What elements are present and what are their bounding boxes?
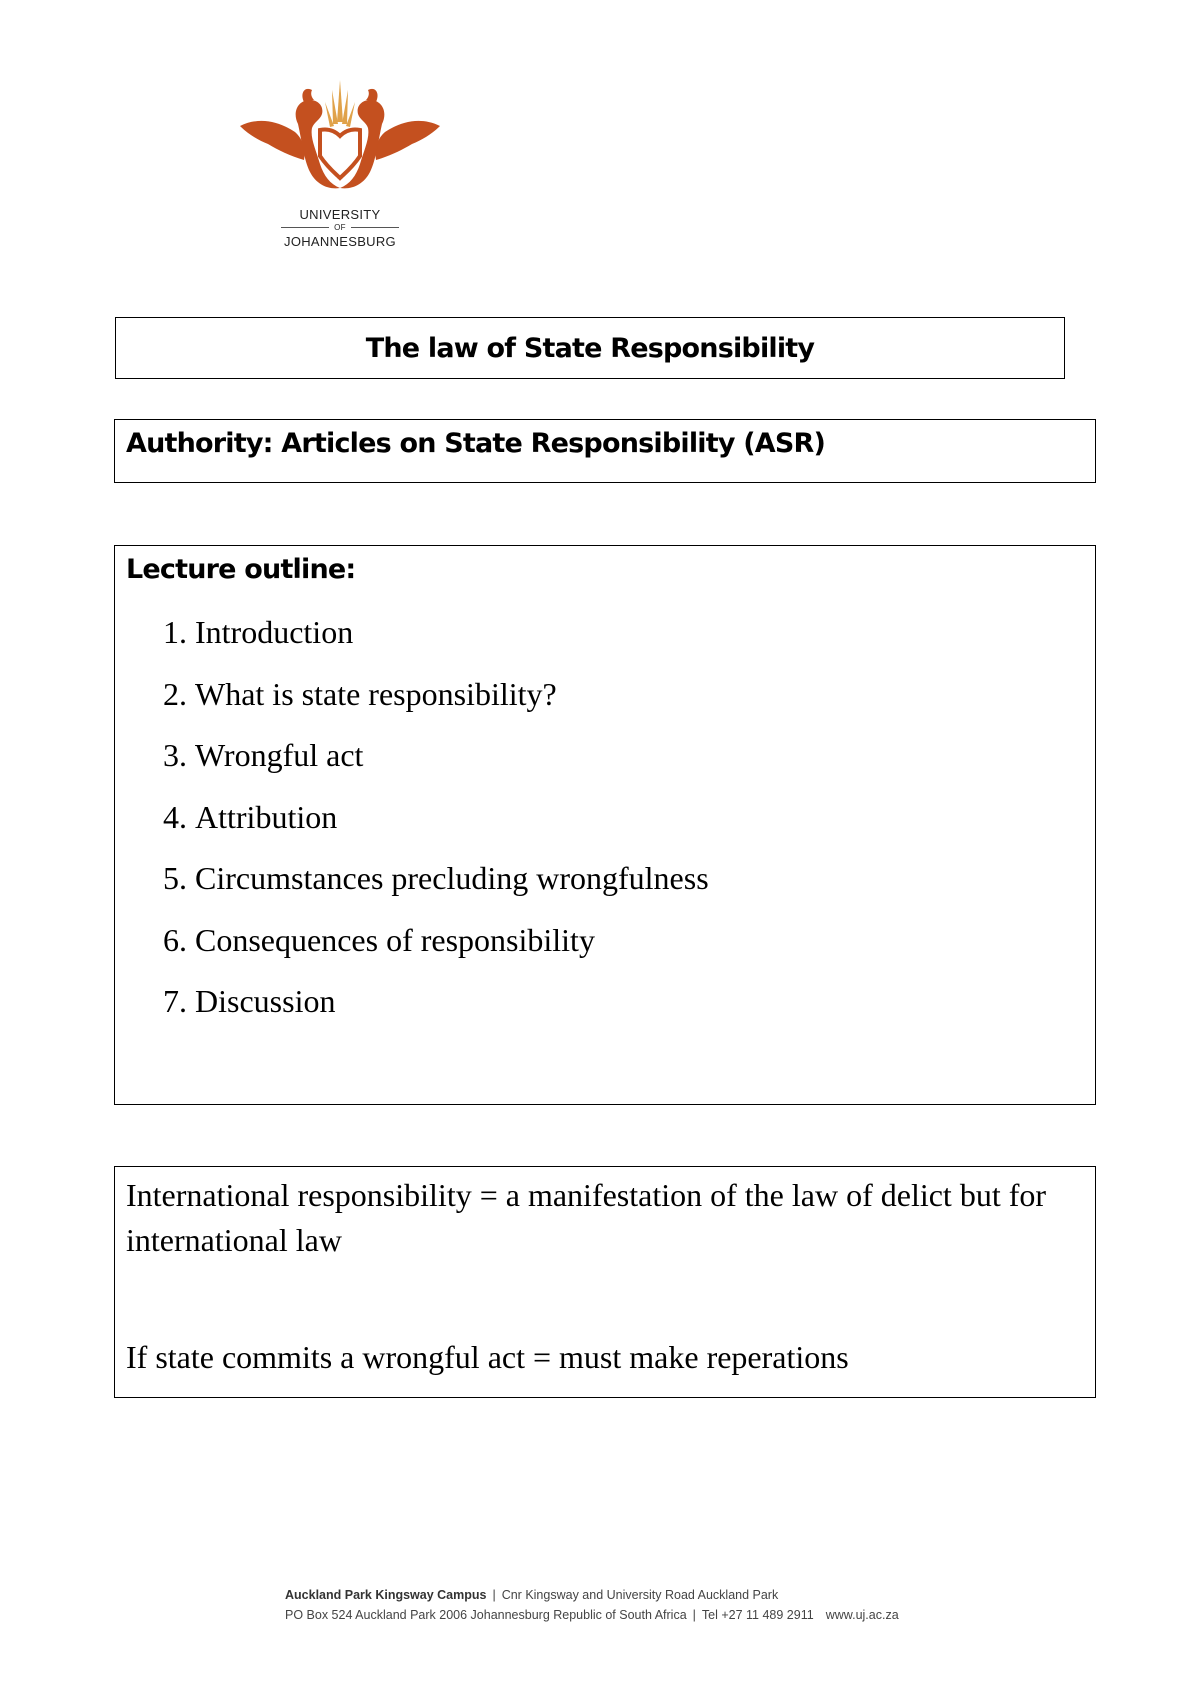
footer-line-2 xyxy=(285,1608,899,1622)
info-paragraph-2: If state commits a wrongful act = must make reperations xyxy=(126,1339,849,1375)
item-text: Attribution xyxy=(195,798,338,835)
item-number: 3. xyxy=(163,737,187,773)
item-text: What is state responsibility? xyxy=(195,675,557,712)
list-item xyxy=(163,739,709,801)
university-logo xyxy=(240,72,460,252)
info-paragraph-1: International responsibility = a manifestation of the law of delict but for international law xyxy=(126,1177,1047,1258)
document-title: The law of State Responsibility xyxy=(365,333,815,364)
outline-heading: Lecture outline: xyxy=(126,554,356,585)
footer-tel: Tel +27 11 489 2911 xyxy=(701,1608,814,1622)
item-number: 1. xyxy=(163,614,187,650)
authority-text: Authority: Articles on State Responsibility (ASR) xyxy=(126,428,826,459)
authority-box xyxy=(114,419,1096,483)
footer-separator: | xyxy=(492,1588,496,1602)
phoenix-emblem-icon xyxy=(240,72,440,202)
item-number: 6. xyxy=(163,921,187,958)
logo-johannesburg-text: JOHANNESBURG xyxy=(284,234,396,249)
footer-line-1 xyxy=(285,1588,778,1602)
item-number: 5. xyxy=(163,860,187,896)
item-number: 7. xyxy=(163,983,187,1019)
title-box xyxy=(115,317,1065,379)
list-item xyxy=(163,616,709,678)
footer-campus: Auckland Park Kingsway Campus xyxy=(285,1588,487,1602)
info-box xyxy=(114,1166,1096,1398)
logo-university-text: UNIVERSITY xyxy=(299,207,381,222)
item-text: Introduction xyxy=(195,614,354,650)
item-text: Consequences of responsibility xyxy=(195,921,595,958)
item-text: Circumstances precluding wrongfulness xyxy=(195,860,709,896)
footer-address-2: PO Box 524 Auckland Park 2006 Johannesburg Republic of South Africa xyxy=(285,1608,687,1622)
footer-address-1: Cnr Kingsway and University Road Auckland Park xyxy=(501,1588,779,1602)
list-item xyxy=(163,675,709,740)
list-item xyxy=(163,798,709,863)
lecture-outline-box xyxy=(114,545,1096,1105)
item-text: Wrongful act xyxy=(195,737,364,773)
item-text: Discussion xyxy=(195,983,336,1019)
footer-separator: | xyxy=(692,1608,696,1622)
list-item xyxy=(163,862,709,924)
footer-web: www.uj.ac.za xyxy=(825,1608,899,1622)
list-item xyxy=(163,985,709,1047)
item-number: 2. xyxy=(163,675,187,712)
list-item xyxy=(163,921,709,986)
logo-of-text: OF xyxy=(240,223,440,232)
outline-list xyxy=(163,616,709,1047)
item-number: 4. xyxy=(163,798,187,835)
